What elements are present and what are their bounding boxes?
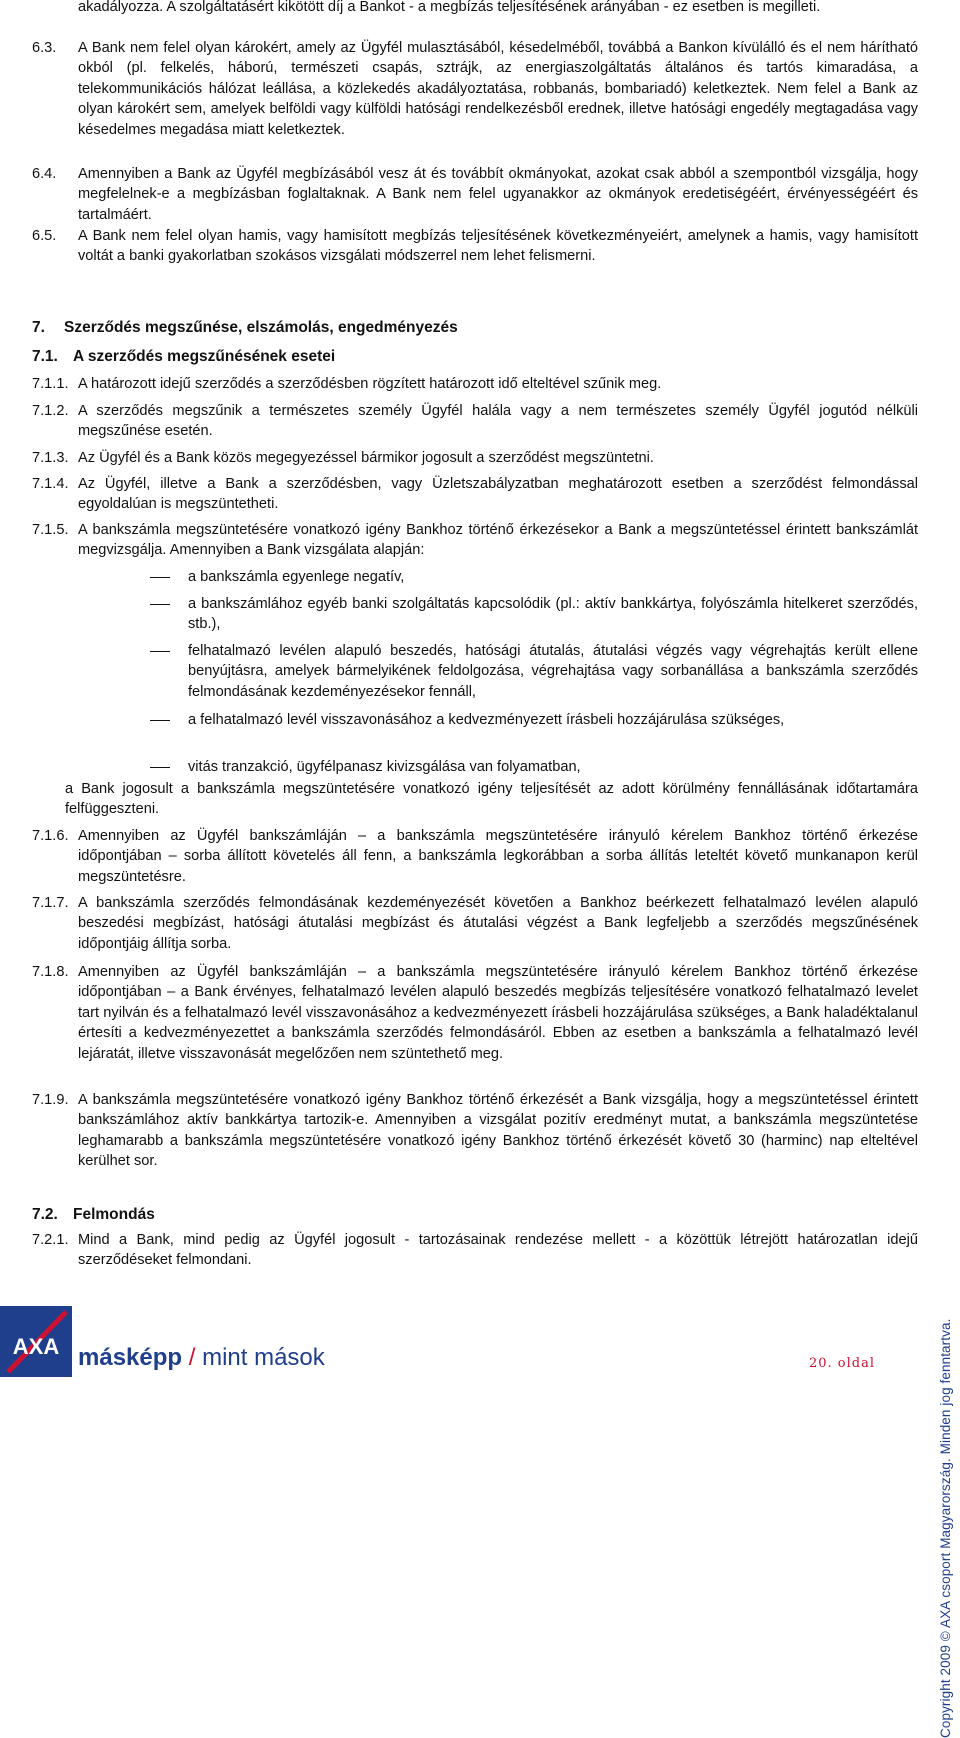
logo-text: AXA — [12, 1334, 60, 1359]
dash-bullet-icon — [150, 604, 170, 605]
brand-tail: mint mások — [202, 1344, 325, 1371]
item-number: 7.1.3. — [32, 450, 69, 466]
item-7-1-4: Az Ügyfél, illetve a Bank a szerződésben, vagy Üzletszabályzatban meghatározott esetben a szerződést felmondással egyoldalúan is megszüntetheti. — [78, 476, 918, 513]
item-7-1-5: A bankszámla megszüntetésére vonatkozó igény Bankhoz történő érkezésekor a Bank a megszüntetéssel érintett bankszámlát megvizsgálja. Amennyiben a Bank vizsgálata alapján: — [78, 522, 918, 559]
dash-bullet-icon — [150, 651, 170, 652]
subsection-number: 7.2. — [32, 1206, 58, 1223]
item-number: 7.1.2. — [32, 403, 69, 419]
clause-number: 6.5. — [32, 228, 57, 244]
bullet-item: vitás tranzakció, ügyfélpanasz kivizsgálása van folyamatban, — [188, 759, 581, 775]
item-7-1-6: Amennyiben az Ügyfél bankszámláján – a bankszámla megszüntetésére irányuló kérelem Bankhoz történő érkezése időpontjában – sorba állított követelés áll fenn, a bankszámla legkorábban a sorba állítás leteltét követő munkanapon kerül megszüntetésre. — [78, 828, 918, 885]
bullet-item: a felhatalmazó levél visszavonásához a kedvezményezett írásbeli hozzájárulása szükséges, — [188, 712, 785, 728]
item-number: 7.1.4. — [32, 476, 69, 492]
item-7-1-9: A bankszámla megszüntetésére vonatkozó igény Bankhoz történő érkezését a Bank vizsgálja, hogy a megszüntetéssel érintett bankszámlához aktív bankkártya tartozik-e. Amennyiben a vizsgálat pozitív eredményt mutat, a bankszámla megszüntetése leghamarabb a bankszámla megszüntetésére vonatkozó igény Bankhoz történő érkezését követő 30 (harminc) nap elteltével kerülhet sor. — [78, 1092, 918, 1170]
after-bullets-text: a Bank jogosult a bankszámla megszüntetésére vonatkozó igény teljesítését az adott körülmény fennállásának időtartamára felfüggeszteni. — [65, 781, 918, 818]
copyright-vertical — [935, 840, 957, 1738]
item-number: 7.1.5. — [32, 522, 69, 538]
copyright-text: Copyright 2009 © AXA csoport Magyarország. Minden jog fenntartva. — [938, 1318, 953, 1738]
item-number: 7.1.7. — [32, 895, 69, 911]
item-7-1-7: A bankszámla szerződés felmondásának kezdeményezését követően a Bankhoz beérkezett felhatalmazó levélen alapuló beszedési megbízást, hatósági átutalási megbízást és átutalási végzést a Bank legfeljebb a szerződés megszűnésének időpontjáig állítja sorba. — [78, 895, 918, 952]
bullet-item: a bankszámlához egyéb banki szolgáltatás kapcsolódik (pl.: aktív bankkártya, folyószámla hitelkeret szerződés, stb.), — [188, 596, 918, 633]
page-number: 20. oldal — [809, 1356, 876, 1371]
item-number: 7.1.1. — [32, 376, 69, 392]
section-number: 7. — [32, 319, 45, 336]
item-number: 7.2.1. — [32, 1232, 69, 1248]
item-7-1-8: Amennyiben az Ügyfél bankszámláján – a bankszámla megszüntetésére irányuló kérelem Bankhoz történő érkezése időpontjában – a Bank érvényes, felhatalmazó levélen alapuló beszedés megbízás teljesítésére vonatkozó felhatalmazó levelet tart nyilván és a felhatalmazó levél visszavonásához a kedvezményezett írásbeli hozzájárulása szükséges, a Bank haladéktalanul értesíti a kedvezményezettet a bankszámla szerződés felmondásáról. Ebben az esetben a bankszámla a felhatalmazó levél lejáratát, illetve visszavonását megelőzően nem szüntethető meg. — [78, 964, 918, 1062]
clause-6-4: Amennyiben a Bank az Ügyfél megbízásából vesz át és továbbít okmányokat, azokat csak abból a szempontból vizsgálja, hogy megfelelnek-e a megbízásban foglaltaknak. A Bank nem felel ugyanakkor az okmányok eredetiségéért, érvényességéért és tartalmáért. — [78, 166, 918, 223]
bullet-item: a bankszámla egyenlege negatív, — [188, 569, 405, 585]
item-number: 7.1.9. — [32, 1092, 69, 1108]
item-number: 7.1.8. — [32, 964, 69, 980]
item-7-1-2: A szerződés megszűnik a természetes személy Ügyfél halála vagy a nem természetes személy Ügyfél jogutód nélküli megszűnése esetén. — [78, 403, 918, 440]
clause-number: 6.4. — [32, 166, 57, 182]
subsection-number: 7.1. — [32, 348, 58, 365]
subsection-title: Felmondás — [73, 1206, 155, 1223]
clause-6-5: A Bank nem felel olyan hamis, vagy hamisított megbízás teljesítésének következményeiért, amelynek a hamis, vagy hamisított voltát a banki gyakorlatban szokásos vizsgálati módszerrel nem lehet felismerni. — [78, 228, 918, 265]
item-7-2-1: Mind a Bank, mind pedig az Ügyfél jogosult - tartozásainak rendezése mellett - a közöttük létrejött határozatlan idejű szerződéseket felmondani. — [78, 1232, 918, 1269]
axa-logo-icon — [0, 1306, 72, 1377]
clause-6-3: A Bank nem felel olyan károkért, amely az Ügyfél mulasztásából, késedelméből, továbbá a Bankon kívülálló és el nem hárítható okból (pl. felkelés, háború, természeti csapás, sztrájk, az energiaszolgáltatás általános és tartós kimaradása, a telekommunikációs hálózat leállása, a közlekedés akadályoztatása, robbanás, bombariadó) keletkeztek. Nem felel a Bank az olyan károkért sem, amelyek belföldi vagy külföldi hatósági rendelkezésből erednek, illetve hatósági engedély megtagadása vagy késedelmes megadása miatt keletkeztek. — [78, 40, 918, 138]
dash-bullet-icon — [150, 577, 170, 578]
brand-main: másképp — [78, 1344, 183, 1371]
section-title: Szerződés megszűnése, elszámolás, engedményezés — [64, 319, 458, 336]
item-number: 7.1.6. — [32, 828, 69, 844]
item-7-1-3: Az Ügyfél és a Bank közös megegyezéssel bármikor jogosult a szerződést megszüntetni. — [78, 450, 654, 466]
clause-number: 6.3. — [32, 40, 57, 56]
paragraph-continuation — [78, 0, 918, 17]
bullet-item: felhatalmazó levélen alapuló beszedés, hatósági átutalás, átutalási végzés vagy végrehajtás került ellene benyújtásra, amelyek bármelyikének feldolgozása, végrehajtása vagy sorbanállása a bankszámla szerződés felmondásának kezdeményezésekor fennáll, — [188, 643, 918, 700]
continuation-text: akadályozza. A szolgáltatásért kikötött díj a Bankot - a megbízás teljesítésének arányában - ez esetben is megilleti. — [78, 0, 821, 15]
subsection-title: A szerződés megszűnésének esetei — [73, 348, 336, 365]
brand-separator: / — [188, 1344, 196, 1371]
axa-logo — [0, 1306, 72, 1377]
brand-slogan — [78, 1344, 325, 1372]
dash-bullet-icon — [150, 767, 170, 768]
dash-bullet-icon — [150, 720, 170, 721]
item-7-1-1: A határozott idejű szerződés a szerződésben rögzített határozott idő elteltével szűnik meg. — [78, 376, 662, 392]
